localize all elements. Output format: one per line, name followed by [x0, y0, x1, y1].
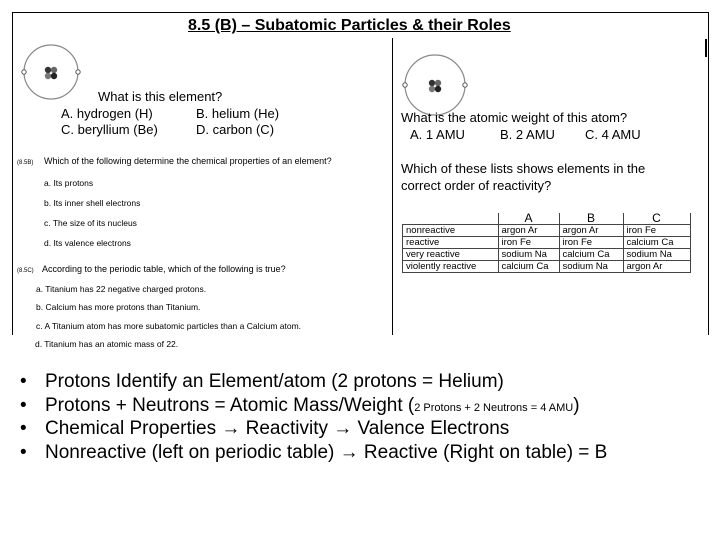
table-cell: iron Fe [623, 225, 690, 237]
q2-tag: (8.5B) [17, 160, 34, 166]
table-row [403, 237, 691, 249]
table-cell: calcium Ca [559, 249, 623, 261]
table-cell: argon Ar [623, 261, 690, 273]
q3-question: According to the periodic table, which of the following is true? [42, 264, 286, 274]
nucleon [45, 67, 51, 73]
nucleon [45, 73, 51, 79]
table-cell: iron Fe [498, 237, 559, 249]
table-cell: very reactive [403, 249, 499, 261]
q1-option-b: B. helium (He) [196, 106, 280, 121]
table-row [403, 249, 691, 261]
q4-option-a: A. 1 AMU [410, 127, 465, 142]
table-cell: sodium Na [559, 261, 623, 273]
q5-question-line1: Which of these lists shows elements in the [401, 161, 646, 176]
q3-option: b. Calcium has more protons than Titanium. [36, 302, 201, 312]
q2-option: b. Its inner shell electrons [44, 198, 141, 208]
q3-tag: (8.5C) [17, 268, 34, 274]
q3-option: c. A Titanium atom has more subatomic particles than a Calcium atom. [36, 321, 302, 331]
q1-question: What is this element? [98, 89, 223, 104]
q2-question: Which of the following determine the chemical properties of an element? [44, 156, 332, 166]
q2-option: d. Its valence electrons [44, 238, 131, 248]
worksheet-title: 8.5 (B) – Subatomic Particles & their Roles [188, 17, 511, 34]
q1-option-d: D. carbon (C) [196, 122, 275, 137]
nucleon [429, 86, 435, 92]
electron-orbit [405, 55, 465, 115]
bullet-dot: • [20, 371, 27, 392]
table-cell: nonreactive [403, 225, 499, 237]
atom-diagram-icon [21, 39, 81, 105]
q5-question-line2: correct order of reactivity? [401, 178, 552, 193]
bullet-text: Nonreactive (left on periodic table) → Reactive (Right on table) = B [45, 441, 608, 463]
q3-option: a. Titanium has 22 negative charged protons. [36, 284, 207, 294]
table-row [403, 261, 691, 273]
bullet-item [20, 394, 607, 418]
bullet-dot: • [20, 394, 27, 416]
q4-question: What is the atomic weight of this atom? [401, 110, 628, 125]
electron [22, 70, 26, 74]
q3-option: d. Titanium has an atomic mass of 22. [35, 339, 179, 349]
q2-option: a. Its protons [44, 178, 94, 188]
nucleon [435, 80, 441, 86]
electron [76, 70, 80, 74]
q2-option: c. The size of its nucleus [44, 218, 137, 228]
summary-bullets [20, 370, 607, 464]
table-row [403, 225, 691, 237]
nucleon [435, 86, 441, 92]
nucleon [51, 67, 57, 73]
table-cell: sodium Na [623, 249, 690, 261]
nucleon [51, 73, 57, 79]
electron [463, 83, 467, 87]
q1-option-c: C. beryllium (Be) [61, 122, 158, 137]
table-header-row [403, 213, 691, 225]
bullet-text: Protons Identify an Element/atom (2 protons = Helium) [45, 371, 504, 392]
table-cell: calcium Ca [498, 261, 559, 273]
table-cell: sodium Na [498, 249, 559, 261]
table-header: C [623, 213, 690, 225]
electron-orbit [24, 45, 78, 99]
table-cell: calcium Ca [623, 237, 690, 249]
q4-option-c: C. 4 AMU [585, 127, 641, 142]
column-divider [392, 38, 393, 335]
electron [403, 83, 407, 87]
bullet-item [20, 417, 607, 441]
reactivity-table [402, 213, 691, 273]
q4-option-b: B. 2 AMU [500, 127, 555, 142]
bullet-item [20, 441, 607, 465]
bullet-small-text: 2 Protons + 2 Neutrons = 4 AMU [414, 401, 574, 414]
table-header: B [559, 213, 623, 225]
bullet-text-end: ) [573, 394, 580, 416]
worksheet-image [12, 12, 709, 335]
table-cell: argon Ar [559, 225, 623, 237]
table-cell: argon Ar [498, 225, 559, 237]
table-header: A [498, 213, 559, 225]
table-cell: reactive [403, 237, 499, 249]
bullet-text: Chemical Properties → Reactivity → Valence Electrons [45, 418, 510, 439]
table-cell: violently reactive [403, 261, 499, 273]
bullet-dot: • [20, 418, 27, 439]
nucleon [429, 80, 435, 86]
table-cell: iron Fe [559, 237, 623, 249]
q1-option-a: A. hydrogen (H) [61, 106, 153, 121]
bullet-text: Protons + Neutrons = Atomic Mass/Weight ( [45, 394, 415, 416]
edge-mark [705, 39, 707, 57]
bullet-item [20, 370, 607, 394]
bullet-dot: • [20, 441, 27, 463]
